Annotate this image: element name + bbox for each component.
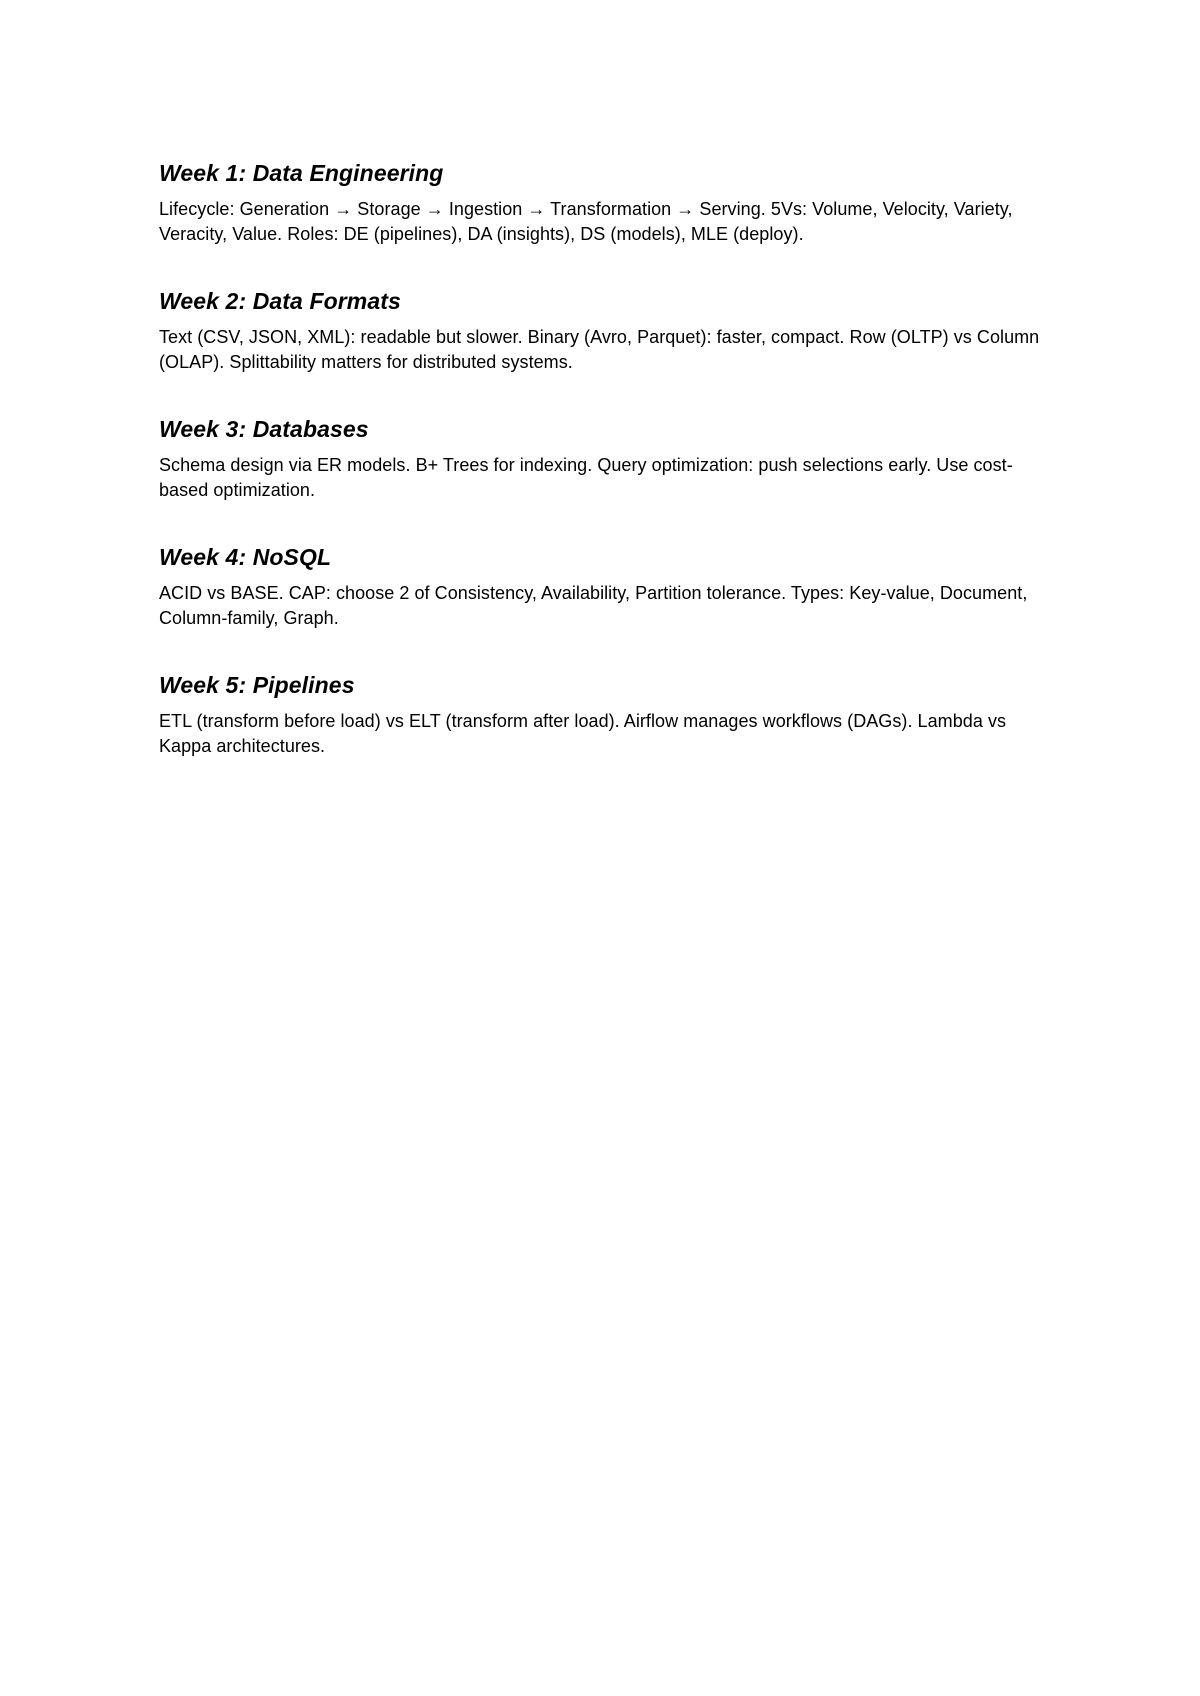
section-title: Week 2: Data Formats bbox=[159, 288, 401, 314]
section-body: Text (CSV, JSON, XML): readable but slower. Binary (Avro, Parquet): faster, compact. Row (OLTP) vs Column (OLAP). Splittability matters for distributed systems. bbox=[159, 327, 1040, 372]
section-body: ACID vs BASE. CAP: choose 2 of Consistency, Availability, Partition tolerance. Types: Key-value, Document, Column-family, Graph. bbox=[159, 583, 1028, 628]
section-title: Week 4: NoSQL bbox=[159, 544, 332, 570]
section-week-5 bbox=[159, 669, 1059, 759]
section-title: Week 5: Pipelines bbox=[159, 672, 355, 698]
section-title: Week 1: Data Engineering bbox=[159, 160, 444, 186]
section-week-4 bbox=[159, 541, 1059, 631]
section-body: ETL (transform before load) vs ELT (transform after load). Airflow manages workflows (DAGs). Lambda vs Kappa architectures. bbox=[159, 711, 1007, 756]
section-title: Week 3: Databases bbox=[159, 416, 369, 442]
section-week-3 bbox=[159, 413, 1059, 503]
section-week-2 bbox=[159, 285, 1059, 375]
section-week-1 bbox=[159, 157, 1059, 247]
section-body: Lifecycle: Generation → Storage → Ingestion → Transformation → Serving. 5Vs: Volume, Velocity, Variety, Veracity, Value. Roles: DE (pipelines), DA (insights), DS (models), MLE (deploy). bbox=[159, 199, 1013, 244]
document-content bbox=[159, 157, 1059, 797]
section-body: Schema design via ER models. B+ Trees for indexing. Query optimization: push selections early. Use cost-based optimization. bbox=[159, 455, 1013, 500]
